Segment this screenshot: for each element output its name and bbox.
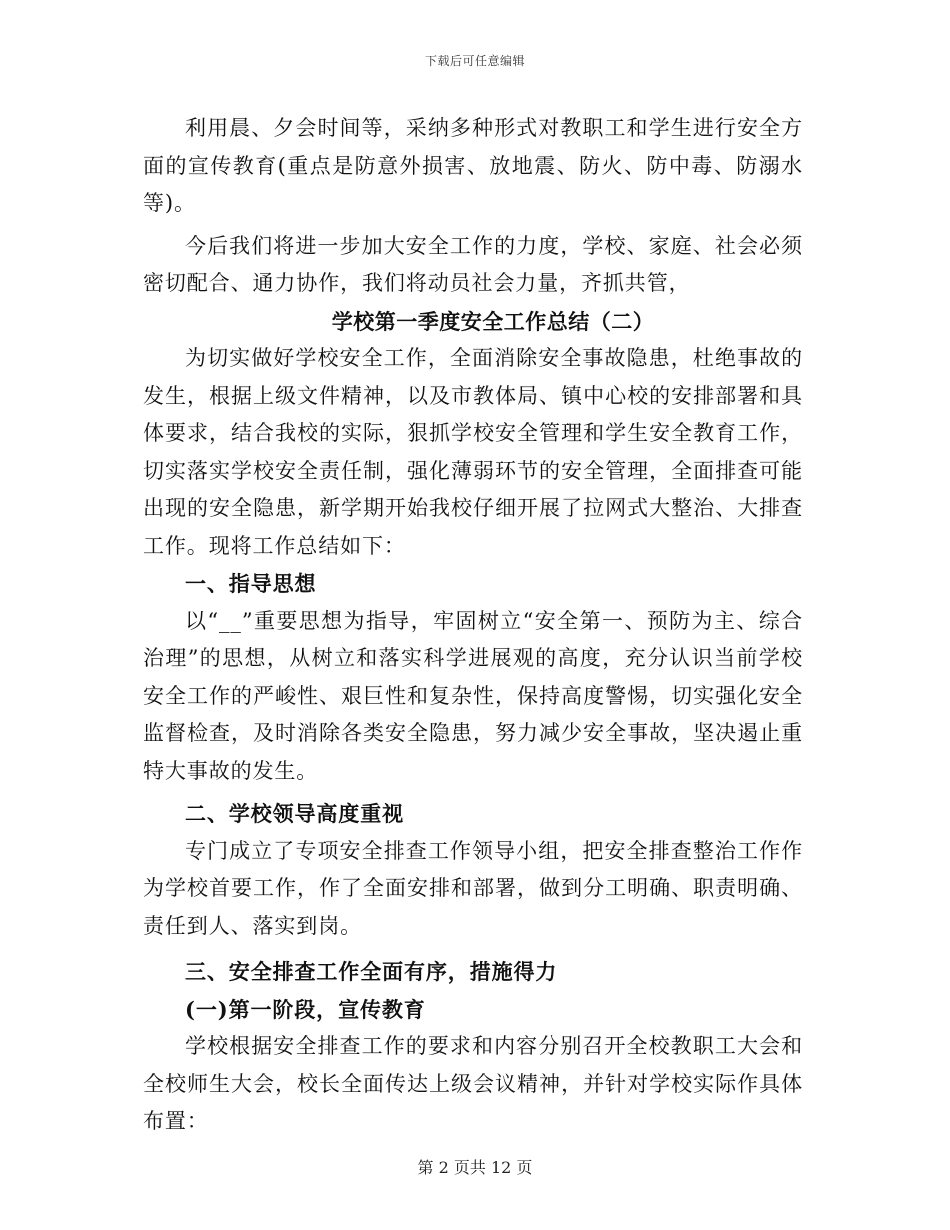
paragraph-2: 今后我们将进一步加大安全工作的力度，学校、家庭、社会必须密切配合、通力协作，我们将动员社会力量，齐抓共管， — [143, 233, 803, 295]
section-title: 学校第一季度安全工作总结（二） — [331, 308, 655, 334]
paragraph-3: 为切实做好学校安全工作，全面消除安全事故隐患，杜绝事故的发生，根据上级文件精神，以及市教体局、镇中心校的安排部署和具体要求，结合我校的实际，狠抓学校安全管理和学生安全教育工作，切实落实学校安全责任制，强化薄弱环节的安全管理，全面排查可能出现的安全隐患，新学期开始我校仔细开展了拉网式大整治、大排查工作。现将工作总结如下： — [143, 346, 803, 558]
heading-leadership: 二、学校领导高度重视 — [185, 801, 404, 826]
heading-phase-one: (一)第一阶段，宣传教育 — [185, 996, 426, 1022]
heading-safety-inspection: 三、安全排查工作全面有序，措施得力 — [185, 959, 558, 984]
page-footer: 第 2 页共 12 页 — [417, 1158, 533, 1177]
paragraph-1: 利用晨、夕会时间等，采纳多种形式对教职工和学生进行安全方面的宣传教育(重点是防意外损害、放地震、防火、防中毒、防溺水等)。 — [143, 116, 803, 215]
document-body — [143, 110, 803, 1141]
paragraph-6: 学校根据安全排查工作的要求和内容分别召开全校教职工大会和全校师生大会，校长全面传达上级会议精神，并针对学校实际作具体布置： — [143, 1034, 803, 1133]
heading-guiding-ideology: 一、指导思想 — [185, 571, 317, 596]
paragraph-5: 专门成立了专项安全排查工作领导小组，把安全排查整治工作作为学校首要工作，作了全面安排和部署，做到分工明确、职责明确、责任到人、落实到岗。 — [143, 838, 803, 938]
paragraph-4: 以“__”重要思想为指导，牢固树立“安全第一、预防为主、综合治理”的思想，从树立和落实科学进展观的高度，充分认识当前学校安全工作的严峻性、艰巨性和复杂性，保持高度警惕，切实强化安全监督检查，及时消除各类安全隐患，努力减少安全事故，坚决遏止重特大事故的发生。 — [143, 608, 803, 783]
page-header: 下载后可任意编辑 — [424, 54, 525, 68]
